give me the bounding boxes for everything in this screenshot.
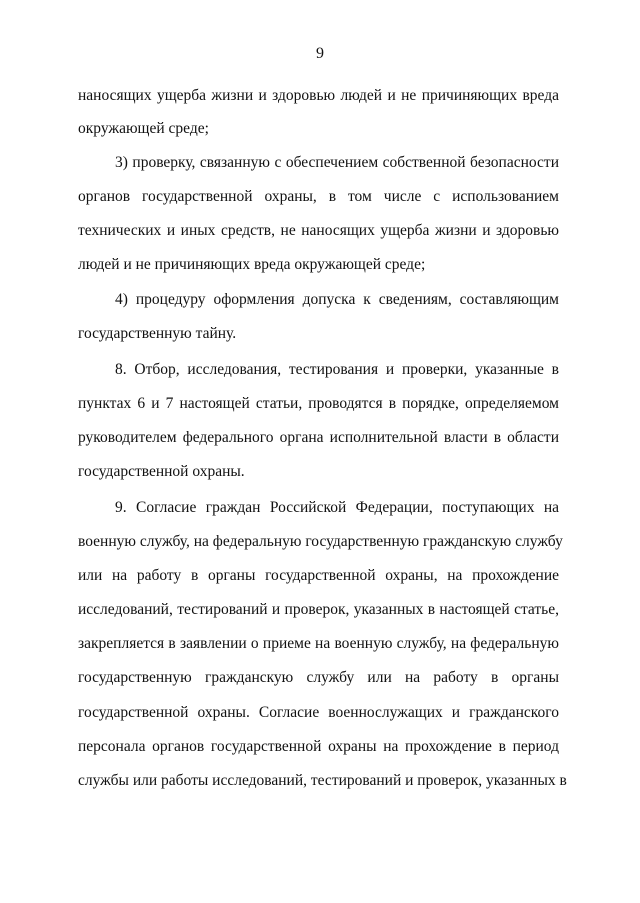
text-line: государственной охраны. (78, 463, 245, 480)
text-line: закрепляется в заявлении о приеме на военную службу, на федеральную (78, 635, 559, 652)
text-line: окружающей среде; (78, 120, 209, 137)
text-line: или на работу в органы государственной охраны, на прохождение (78, 567, 559, 584)
page-number: 9 (316, 45, 324, 62)
text-line: 3) проверку, связанную с обеспечением собственной безопасности (115, 154, 559, 171)
text-line: государственную тайну. (78, 325, 237, 342)
text-line: органов государственной охраны, в том числе с использованием (78, 188, 559, 205)
text-line: 8. Отбор, исследования, тестирования и проверки, указанные в (115, 361, 559, 378)
text-line: военную службу, на федеральную государственную гражданскую службу (78, 533, 563, 550)
text-line: технических и иных средств, не наносящих ущерба жизни и здоровью (78, 222, 559, 239)
text-line: людей и не причиняющих вреда окружающей среде; (78, 256, 426, 273)
text-line: 9. Согласие граждан Российской Федерации, поступающих на (115, 499, 559, 516)
text-line: пунктах 6 и 7 настоящей статьи, проводятся в порядке, определяемом (78, 395, 559, 412)
text-line: исследований, тестирований и проверок, указанных в настоящей статье, (78, 601, 559, 618)
text-line: наносящих ущерба жизни и здоровью людей и не причиняющих вреда (78, 87, 559, 104)
text-line: руководителем федерального органа исполнительной власти в области (78, 429, 559, 446)
text-line: 4) процедуру оформления допуска к сведениям, составляющим (115, 291, 559, 308)
text-line: государственную гражданскую службу или на работу в органы (78, 669, 559, 686)
text-line: службы или работы исследований, тестирований и проверок, указанных в (78, 772, 567, 789)
text-line: персонала органов государственной охраны на прохождение в период (78, 738, 559, 755)
text-line: государственной охраны. Согласие военнослужащих и гражданского (78, 704, 559, 721)
